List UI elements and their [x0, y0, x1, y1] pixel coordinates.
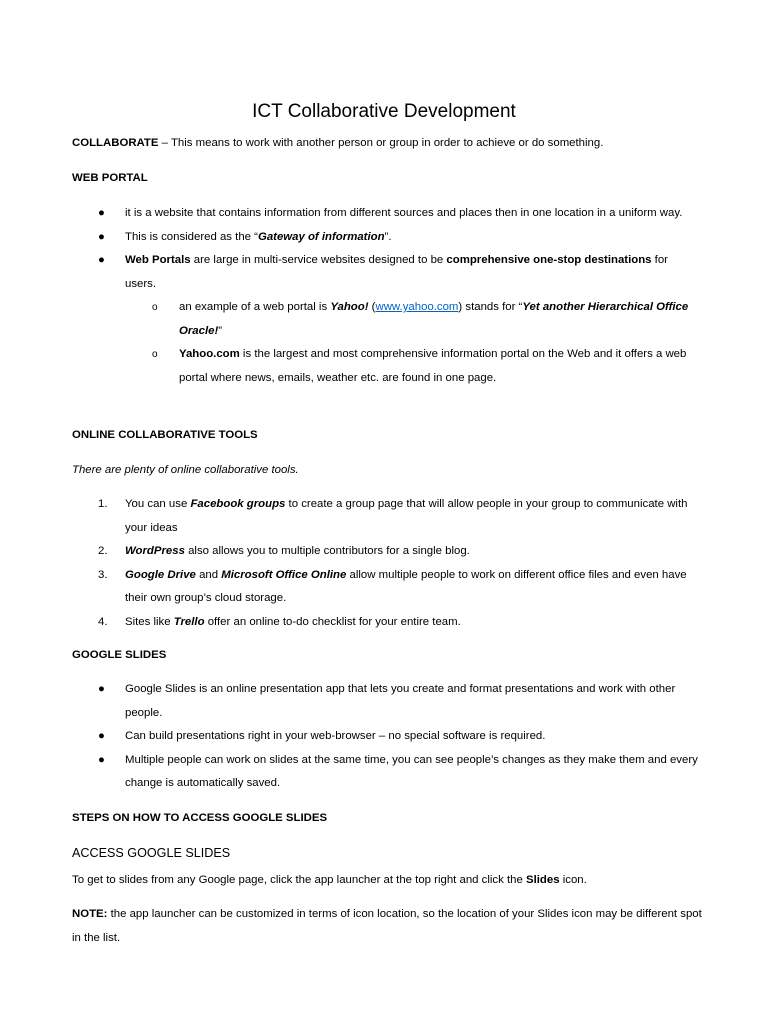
tools-heading: ONLINE COLLABORATIVE TOOLS: [72, 429, 258, 441]
note-label: NOTE:: [72, 908, 108, 920]
yahoo-link[interactable]: www.yahoo.com: [375, 301, 459, 313]
bullet-icon: ●: [98, 683, 105, 695]
circle-bullet-icon: o: [152, 302, 158, 313]
bullet-icon: ●: [98, 207, 105, 219]
number-2: 2.: [98, 545, 108, 557]
list-item: ● Can build presentations right in your web-browser – no special software is required.: [72, 725, 702, 749]
collaborate-definition: COLLABORATE – This means to work with another person or group in order to achieve or do something.: [72, 137, 604, 149]
note-paragraph: NOTE: the app launcher can be customized in terms of icon location, so the location of your Slides icon may be different spot in the list.: [72, 908, 702, 944]
list-item: ● Multiple people can work on slides at the same time, you can see people’s changes as they make them and every change is automatically saved.: [72, 749, 702, 796]
document-title: ICT Collaborative Development: [252, 101, 516, 122]
web-portal-sublist: [72, 296, 702, 390]
list-item: ● Google Slides is an online presentation app that lets you create and format presentations and work with other people.: [72, 678, 702, 725]
bullet-icon: ●: [98, 230, 105, 243]
list-item: 4. Sites like Trello offer an online to-do checklist for your entire team.: [72, 611, 702, 635]
bullet-icon: ●: [98, 730, 105, 742]
list-item: ● This is considered as the “Gateway of information”.: [72, 226, 702, 250]
number-4: 4.: [98, 615, 108, 628]
tools-intro: There are plenty of online collaborative tools.: [72, 464, 299, 476]
list-item: ● it is a website that contains information from different sources and places then in one location in a uniform way.: [72, 202, 702, 226]
access-instructions: To get to slides from any Google page, click the app launcher at the top right and click the Slides icon.: [72, 874, 587, 886]
bullet-icon: ●: [98, 753, 105, 766]
list-item: 1. You can use Facebook groups to create a group page that will allow people in your group to communicate with your ideas: [72, 493, 702, 540]
access-google-slides-subheading: ACCESS GOOGLE SLIDES: [72, 846, 231, 860]
circle-bullet-icon: o: [152, 349, 158, 360]
google-slides-heading: GOOGLE SLIDES: [72, 649, 167, 661]
tools-list: [72, 493, 702, 634]
collaborate-term: COLLABORATE: [72, 137, 159, 149]
google-slides-list: [72, 678, 702, 796]
list-item: ● Web Portals are large in multi-service websites designed to be comprehensive one-stop destinations for users.: [72, 249, 702, 296]
list-item: 2. WordPress also allows you to multiple contributors for a single blog.: [72, 540, 702, 564]
number-3: 3.: [98, 568, 108, 581]
steps-heading: STEPS ON HOW TO ACCESS GOOGLE SLIDES: [72, 812, 328, 824]
web-portal-heading: WEB PORTAL: [72, 172, 148, 184]
web-portal-list: [72, 202, 702, 390]
list-item: o Yahoo.com is the largest and most comprehensive information portal on the Web and it offers a web portal where news, emails, weather etc. are found in one page.: [72, 343, 702, 390]
bullet-icon: ●: [98, 254, 105, 266]
sub-list-container: [72, 296, 702, 390]
list-item: 3. Google Drive and Microsoft Office Online allow multiple people to work on different office files and even have their own group’s cloud storage.: [72, 564, 702, 611]
number-1: 1.: [98, 498, 108, 510]
list-item: o an example of a web portal is Yahoo! (www.yahoo.com) stands for “Yet another Hierarchical Office Oracle!”: [72, 296, 702, 343]
